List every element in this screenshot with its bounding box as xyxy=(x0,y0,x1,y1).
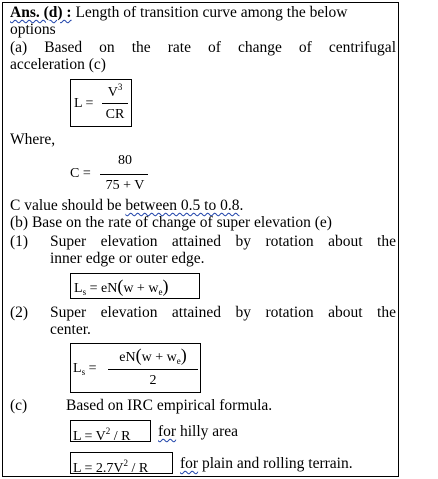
formula-b2-numerator: $eN(w + w_e)$ xyxy=(119,345,187,366)
where-label: Where, xyxy=(10,131,56,148)
case2-number: (2) xyxy=(10,304,29,321)
c-formula-denominator: 75 + V xyxy=(105,178,145,193)
formula-a-lhs: L = xyxy=(74,96,94,111)
case1-line2: inner edge or outer edge. xyxy=(50,250,205,267)
answer-label: Ans. (d) : xyxy=(10,4,72,21)
formula-plain: $L = 2.7V^2 / R$ xyxy=(73,458,149,476)
formula-b2-lhs: $L_s$ = xyxy=(73,361,97,377)
option-c-line1: Based on IRC empirical formula. xyxy=(66,397,273,414)
formula-a-fraction-bar xyxy=(102,103,128,104)
c-value-note: C value should be between 0.5 to 0.8. xyxy=(10,197,244,214)
case1-number: (1) xyxy=(10,233,29,250)
option-a-line2: acceleration (c) xyxy=(10,56,106,73)
option-c-number: (c) xyxy=(10,397,28,414)
c-value-range: between 0.5 to 0.8 xyxy=(125,197,240,214)
answer-heading-cont: options xyxy=(10,21,56,38)
formula-a-numerator: $V^3$ xyxy=(107,82,123,100)
case2-line1: Super elevation attained by rotation about the xyxy=(50,304,396,321)
option-a-line1: (a) Based on the rate of change of centrifugal xyxy=(10,39,396,56)
c-formula-numerator: 80 xyxy=(118,153,132,168)
formula-b2-fraction-bar xyxy=(108,369,198,370)
c-formula-lhs: C = xyxy=(70,166,91,181)
option-b-line1: (b) Base on the rate of change of super elevation (e) xyxy=(10,214,332,231)
case2-line2: center. xyxy=(50,321,91,338)
formula-a-denominator: CR xyxy=(105,107,125,122)
formula-hilly: $L = V^2 / R$ xyxy=(73,426,131,444)
formula-b2-denominator: 2 xyxy=(149,373,157,388)
hilly-area-label: for hilly area xyxy=(158,423,239,440)
answer-heading-text: Length of transition curve among the below xyxy=(71,4,348,21)
c-formula-fraction-bar xyxy=(100,174,148,175)
plain-terrain-label: for plain and rolling terrain. xyxy=(180,455,353,472)
answer-heading xyxy=(10,4,348,21)
formula-b1: $L_s = eN(w + w_e)$ xyxy=(74,276,169,297)
case1-line1: Super elevation attained by rotation about the xyxy=(50,233,396,250)
